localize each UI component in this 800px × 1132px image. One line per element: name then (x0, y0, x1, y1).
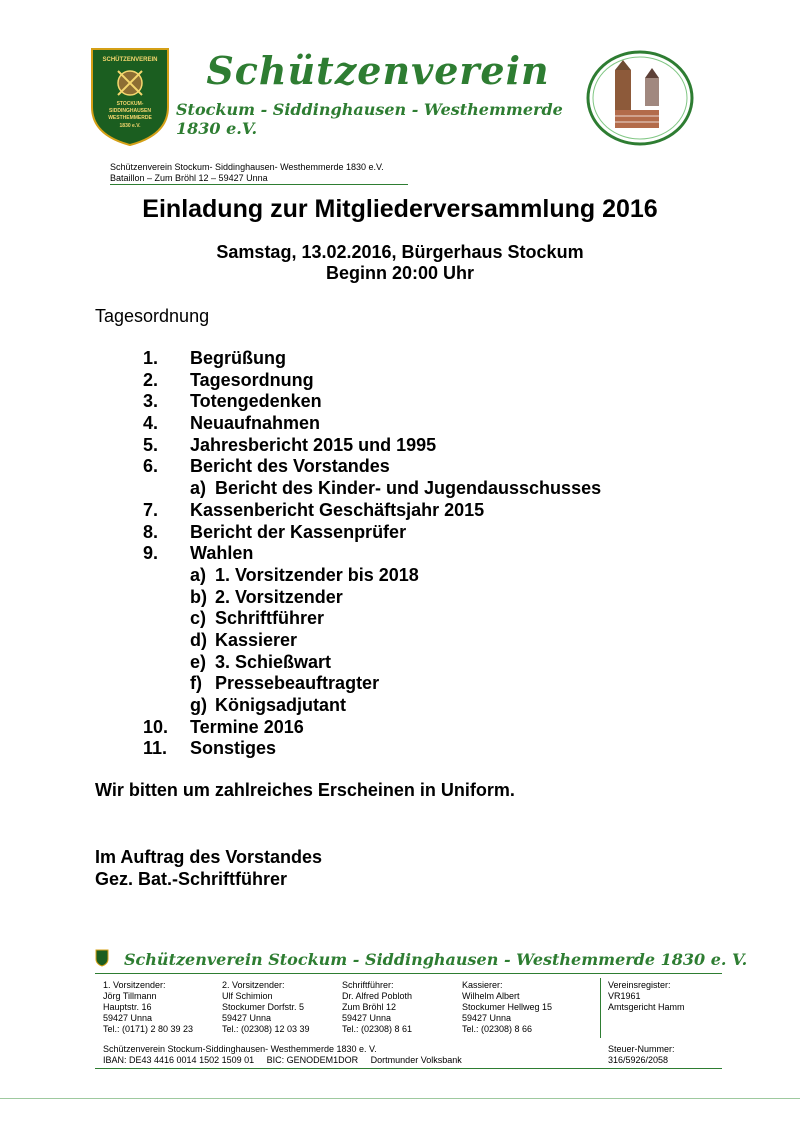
agenda-subitem-text: Schriftführer (215, 608, 325, 629)
agenda-subitem-text: 2. Vorsitzender (215, 586, 343, 607)
shield-text-3: SIDDINGHAUSEN (109, 108, 151, 114)
event-start-time: Beginn 20:00 Uhr (325, 263, 475, 283)
footer-text: Tel.: (0171) 2 80 39 23 (103, 1024, 194, 1034)
agenda-subitem-letter: f) (190, 673, 202, 694)
agenda-subitem-text: Königsadjutant (215, 695, 346, 715)
footer-text: 59427 Unna (342, 1013, 392, 1023)
footer-text: Stockumer Dorfstr. 5 (222, 1002, 305, 1012)
agenda-heading: Tagesordnung (95, 306, 210, 326)
bank-account-holder: Schützenverein Stockum-Siddinghausen- Westhemmerde 1830 e. V. (103, 1044, 377, 1054)
footer-text: 59427 Unna (462, 1013, 512, 1023)
agenda-item-text: Totengedenken (190, 391, 322, 412)
agenda-item-number: 1. (143, 348, 159, 368)
footer-text: Tel.: (02308) 12 03 39 (222, 1024, 310, 1034)
agenda-subitem-letter: g) (190, 695, 207, 715)
agenda-subitem-text: 1. Vorsitzender bis 2018 (215, 564, 419, 585)
agenda-subitem-text: Pressebeauftragter (215, 673, 380, 694)
document-title: Einladung zur Mitgliederversammlung 2016 (142, 195, 658, 223)
closing-line-1: Im Auftrag des Vorstandes (95, 847, 323, 867)
footer-text: Hauptstr. 16 (103, 1002, 152, 1012)
agenda-item-text: Tagesordnung (190, 369, 314, 390)
agenda-item-text: Begrüßung (190, 348, 286, 368)
footer-text: Vereinsregister: (608, 980, 671, 990)
agenda-item-number: 7. (143, 499, 159, 520)
agenda-subitem-text: Kassierer (215, 629, 298, 650)
footer-text: VR1961 (608, 991, 641, 1001)
agenda-subitem-letter: b) (190, 586, 207, 607)
footer-text: Schriftführer: (342, 980, 394, 990)
footer-col-vice-chairman (222, 980, 310, 1035)
bank-bic: BIC: GENODEM1DOR (266, 1055, 359, 1065)
sender-line-2: Bataillon – Zum Bröhl 12 – 59427 Unna (110, 173, 268, 183)
footer-tax-number (608, 1044, 675, 1066)
shield-text-5: 1830 e.V. (119, 123, 141, 129)
sender-address (110, 162, 384, 184)
agenda-item-number: 3. (143, 391, 159, 412)
footer-shield-icon (95, 949, 109, 967)
sender-line-1: Schützenverein Stockum- Siddinghausen- Westhemmerde 1830 e.V. (110, 162, 384, 172)
shield-text-1: SCHÜTZENVEREIN (102, 57, 158, 63)
agenda-item-text: Termine 2016 (190, 716, 304, 737)
footer-text: Amtsgericht Hamm (608, 1002, 685, 1012)
bank-iban: IBAN: DE43 4416 0014 1502 1509 01 (103, 1055, 255, 1065)
village-emblem-image (585, 48, 695, 148)
agenda-item-number: 4. (143, 413, 159, 434)
sender-divider (110, 184, 408, 185)
agenda-item-text: Kassenbericht Geschäftsjahr 2015 (190, 499, 485, 520)
agenda-item-text: Jahresbericht 2015 und 1995 (190, 434, 437, 455)
agenda-item-number: 10. (143, 716, 169, 737)
agenda-subitem-letter: e) (190, 651, 207, 672)
agenda-item-text: Wahlen (190, 543, 254, 564)
agenda-subitem-text: 3. Schießwart (215, 651, 332, 672)
shield-text-4: WESTHEMMERDE (108, 115, 152, 121)
club-subtitle: Stockum - Siddinghausen - Westhemmerde 1830 e.V. (176, 100, 563, 138)
footer-text: Tel.: (02308) 8 61 (342, 1024, 413, 1034)
agenda-item-number: 9. (143, 543, 159, 564)
club-title: Schützenverein (206, 48, 550, 93)
page-bottom-rule (0, 1098, 800, 1099)
agenda-item-number: 2. (143, 369, 159, 390)
footer-column-separator (600, 978, 601, 1038)
footer-text: Ulf Schimion (222, 991, 273, 1001)
footer-text: Zum Bröhl 12 (342, 1002, 397, 1012)
agenda-item-number: 8. (143, 521, 159, 542)
footer-text: Dr. Alfred Pobloth (342, 991, 413, 1001)
agenda-item-text: Bericht der Kassenprüfer (190, 521, 407, 542)
tax-value: 316/5926/2058 (608, 1055, 669, 1065)
shield-text-2: STOCKUM- (116, 101, 144, 107)
closing-line-2: Gez. Bat.-Schriftführer (95, 869, 288, 889)
agenda-item-text: Neuaufnahmen (190, 413, 321, 434)
agenda-item-number: 6. (143, 456, 159, 477)
agenda-item-number: 5. (143, 434, 159, 455)
footer-text: Kassierer: (462, 980, 503, 990)
footer-text: 2. Vorsitzender: (222, 980, 285, 990)
agenda-subitem-letter: a) (190, 564, 207, 585)
footer-club-name: Schützenverein Stockum - Siddinghausen - Westhemmerde 1830 e. V. (124, 950, 748, 969)
footer-col-treasurer (462, 980, 552, 1035)
footer-col-chairman (103, 980, 193, 1035)
footer-col-secretary (342, 980, 412, 1035)
footer-text: Stockumer Hellweg 15 (462, 1002, 553, 1012)
footer-text: 1. Vorsitzender: (103, 980, 166, 990)
footer-bank-details (103, 1044, 472, 1066)
uniform-request: Wir bitten um zahlreiches Erscheinen in Uniform. (95, 780, 515, 800)
bank-name: Dortmunder Volksbank (370, 1055, 462, 1065)
agenda-subitem-letter: a) (190, 478, 207, 499)
club-shield-logo (90, 47, 170, 147)
agenda-item-text: Sonstiges (190, 738, 277, 759)
footer-top-rule (95, 973, 722, 974)
agenda-item-number: 11. (143, 738, 168, 759)
footer-text: Jörg Tillmann (103, 991, 157, 1001)
footer-col-register (608, 980, 685, 1013)
footer-text: 59427 Unna (222, 1013, 272, 1023)
footer-bottom-rule (95, 1068, 722, 1069)
event-date: Samstag, 13.02.2016, Bürgerhaus Stockum (216, 242, 584, 262)
footer-text: 59427 Unna (103, 1013, 153, 1023)
closing-signature (95, 846, 322, 890)
tax-label: Steuer-Nummer: (608, 1044, 675, 1054)
footer-text: Wilhelm Albert (462, 991, 520, 1001)
agenda-subitem-letter: d) (190, 629, 207, 650)
agenda-subitem-letter: c) (190, 608, 207, 629)
agenda-item-text: Bericht des Vorstandes (190, 456, 390, 477)
agenda-subitem-text: Bericht des Kinder- und Jugendausschusses (215, 478, 602, 499)
footer-text: Tel.: (02308) 8 66 (462, 1024, 533, 1034)
